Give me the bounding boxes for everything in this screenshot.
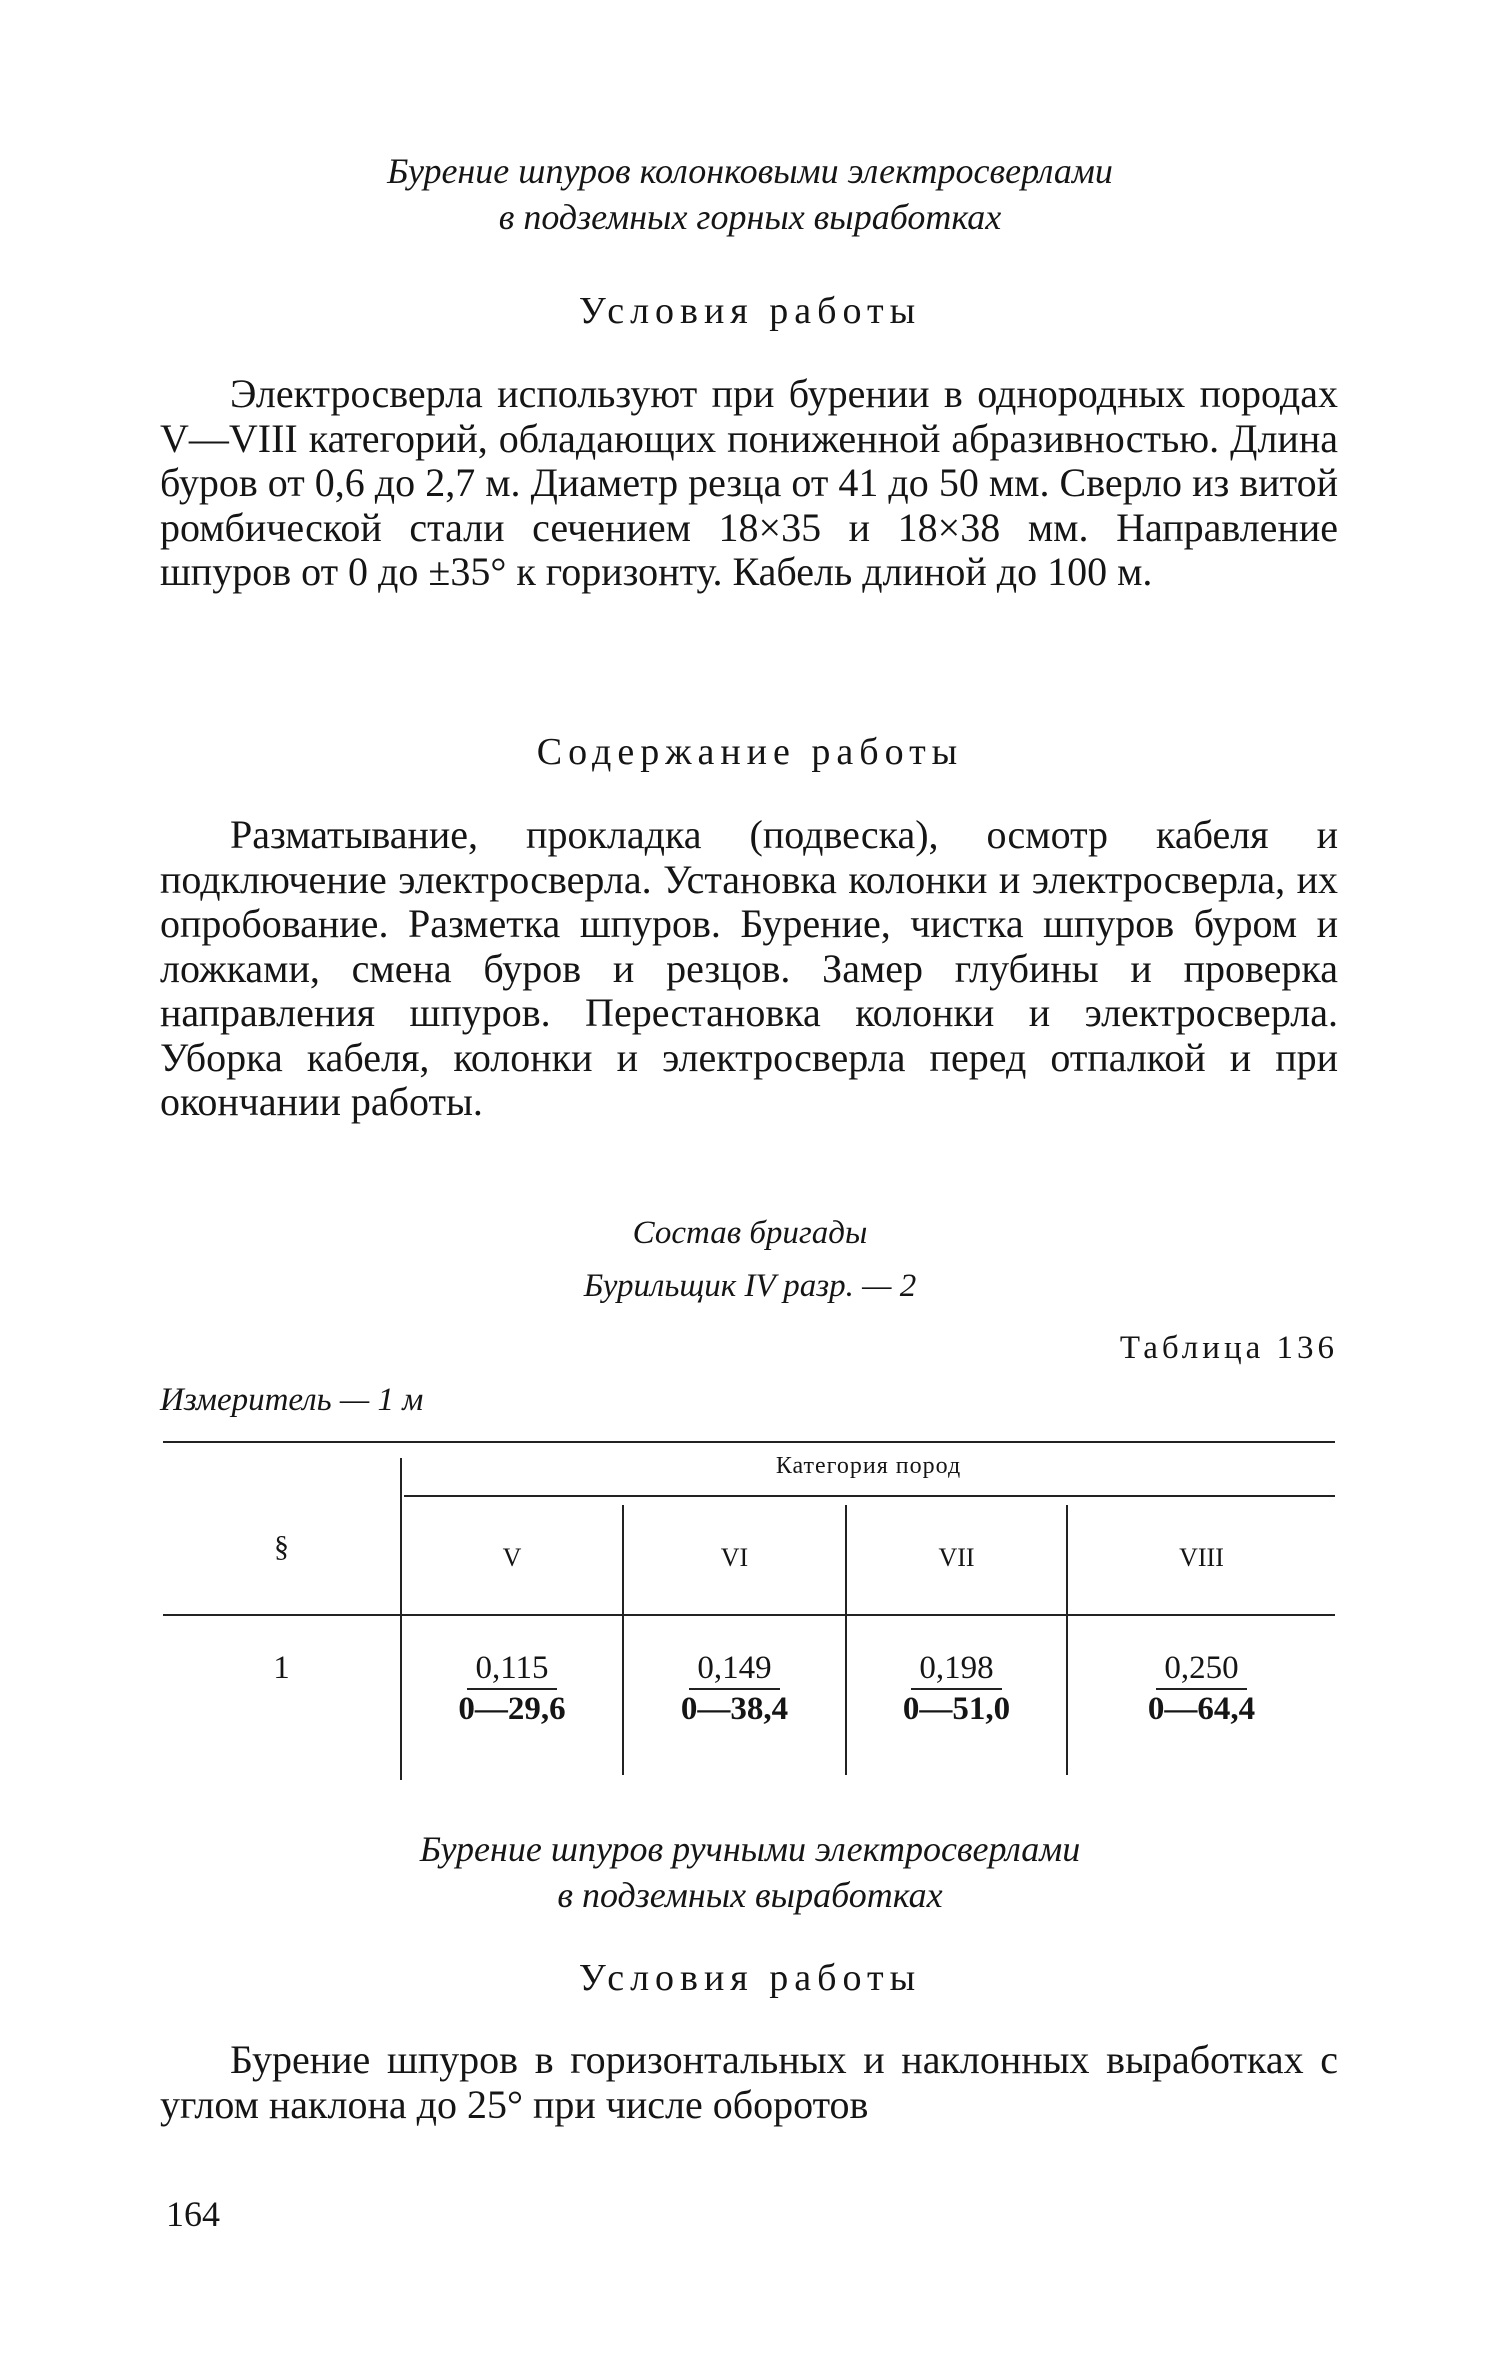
cell-viii-value: 0,250 [1156, 1650, 1246, 1690]
conditions-paragraph-1 [160, 372, 1338, 595]
row-section-number: 1 [273, 1650, 290, 1686]
cell-v-range: 0—29,6 [458, 1691, 566, 1727]
table-header-rule [163, 1614, 1335, 1616]
column-header-viii: VIII [1179, 1543, 1224, 1572]
cell-vi [624, 1650, 845, 1728]
section-title-2-line1: Бурение шпуров ручными электросверлами [419, 1829, 1081, 1869]
conditions-paragraph-2 [160, 2038, 1338, 2127]
section-title-2 [0, 1826, 1500, 1918]
table-label: Таблица 136 [1119, 1330, 1338, 1366]
cell-vi-range: 0—38,4 [680, 1691, 789, 1727]
cell-vi-value: 0,149 [689, 1650, 779, 1690]
conditions-heading-2: Условия работы [578, 1957, 922, 1999]
conditions-text-2: Бурение шпуров в горизонтальных и наклонных выработках с углом наклона до 25° при числе оборотов [160, 2037, 1338, 2127]
group-header: Категория пород [775, 1453, 962, 1479]
cell-v [402, 1650, 622, 1728]
cell-v-value: 0,115 [467, 1650, 556, 1690]
table-group-rule [404, 1495, 1335, 1497]
page-number: 164 [166, 2194, 220, 2234]
crew-heading: Состав бригады [632, 1215, 868, 1251]
section-header: § [274, 1530, 289, 1563]
cell-vii-value: 0,198 [911, 1650, 1001, 1690]
column-header-vii: VII [938, 1543, 975, 1572]
cell-viii-range: 0—64,4 [1147, 1691, 1256, 1727]
column-header-v: V [502, 1543, 522, 1572]
cell-viii [1068, 1650, 1335, 1728]
section-title-1-line2: в подземных горных выработках [498, 197, 1002, 237]
column-header-vi: VI [720, 1543, 749, 1572]
conditions-text-1: Электросверла используют при бурении в однородных породах V—VIII категорий, обладающих пониженной абразивностью. Длина буров от 0,6 до 2,7 м. Диаметр резца от 41 до 50 мм. Сверло из витой ромбической стали сечением 18×35 и 18×38 мм. Направление шпуров от 0 до ±35° к горизонту. Кабель длиной до 100 м. [160, 371, 1338, 594]
table-top-rule [163, 1441, 1335, 1443]
section-title-1 [0, 148, 1500, 240]
content-paragraph [160, 813, 1338, 1125]
content-heading: Содержание работы [536, 731, 964, 773]
cell-vii-range: 0—51,0 [902, 1691, 1011, 1727]
section-title-2-line2: в подземных выработках [557, 1875, 943, 1915]
cell-vii [847, 1650, 1066, 1728]
table-measure: Измеритель — 1 м [160, 1382, 424, 1418]
crew-text: Бурильщик IV разр. — 2 [583, 1268, 917, 1304]
section-title-1-line1: Бурение шпуров колонковыми электросверлами [387, 151, 1113, 191]
conditions-heading-1: Условия работы [578, 290, 922, 332]
content-text: Разматывание, прокладка (подвеска), осмотр кабеля и подключение электросверла. Установка колонки и электросверла, их опробование. Разметка шпуров. Бурение, чистка шпуров буром и ложками, смена буров и резцов. Замер глубины и проверка направления шпуров. Перестановка колонки и электросверла. Уборка кабеля, колонки и электросверла перед отпалкой и при окончании работы. [160, 812, 1338, 1124]
table-divider-section [400, 1458, 402, 1780]
